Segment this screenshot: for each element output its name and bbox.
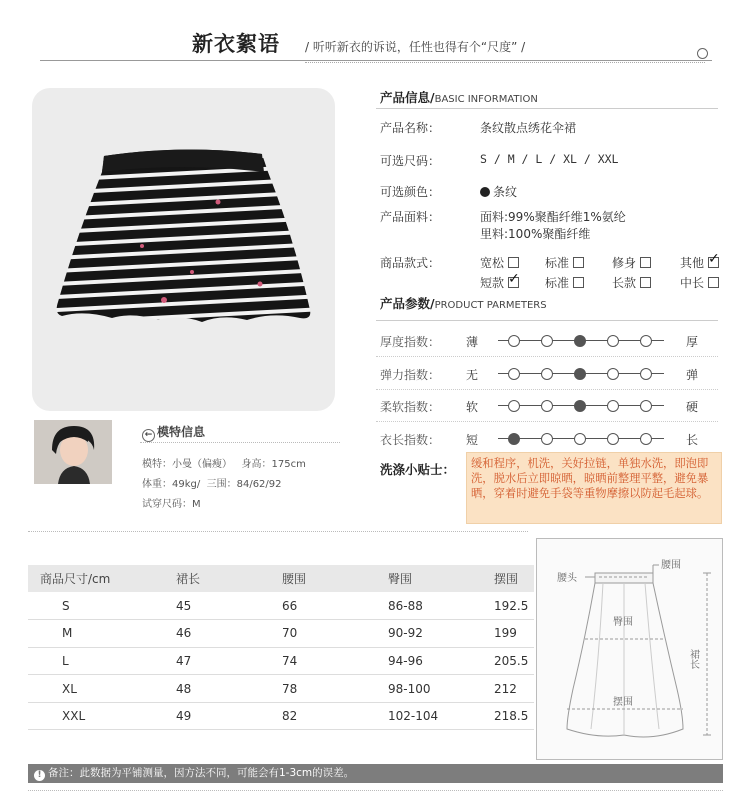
scale-label: 柔软指数： [380, 400, 441, 414]
table-cell: 47 [140, 647, 252, 675]
checked-checkbox-icon [508, 277, 519, 288]
basic-info-title: 产品信息/BASIC INFORMATION [380, 90, 538, 105]
scale-dot [541, 433, 553, 445]
table-cell: 74 [252, 647, 360, 675]
scale-dot [607, 335, 619, 347]
scale-dot-selected [574, 400, 586, 412]
sizes-value: S / M / L / XL / XXL [480, 152, 619, 166]
bottom-divider [28, 790, 723, 791]
model-trial-size-line: 试穿尺码：M [142, 499, 201, 510]
table-cell: 82 [252, 702, 360, 730]
scale-dot-selected [508, 433, 520, 445]
table-cell: 199 [468, 620, 534, 648]
scale-label: 衣长指数： [380, 432, 441, 447]
table-cell: S [28, 592, 140, 620]
header-divider [40, 60, 712, 61]
diagram-length-label: 裙长 [687, 649, 699, 669]
table-cell: 66 [252, 592, 360, 620]
scale-dot [640, 400, 652, 412]
scale-dot [541, 368, 553, 380]
table-cell: 70 [252, 620, 360, 648]
scale-label: 弹力指数： [380, 367, 441, 382]
table-cell: XXL [28, 702, 140, 730]
table-cell: 102-104 [360, 702, 468, 730]
scale-dot-selected [574, 368, 586, 380]
scale-dot [607, 400, 619, 412]
scale-divider [376, 389, 718, 390]
scale-dot [541, 400, 553, 412]
model-photo [34, 420, 112, 484]
style-option [612, 274, 651, 291]
table-cell: XL [28, 675, 140, 703]
sizes-label: 可选尺码： [380, 154, 441, 168]
style-option [480, 274, 519, 291]
scale-divider [376, 356, 718, 357]
basic-info-divider [376, 108, 718, 109]
header-length: 裙长 [140, 565, 252, 592]
model-divider [140, 442, 340, 443]
style-option-label: 短款 [480, 276, 505, 290]
table-cell: 48 [140, 675, 252, 703]
header-size: 商品尺寸/cm [28, 565, 140, 592]
scale-max-label: 硬 [686, 400, 699, 414]
style-option [680, 254, 719, 271]
care-tips-label: 洗涤小贴士： [380, 462, 456, 477]
logo-icon [697, 48, 708, 59]
scale-dot [607, 433, 619, 445]
style-option-label: 中长 [680, 276, 705, 290]
table-row [28, 675, 534, 703]
diagram-waist-label: 腰围 [661, 560, 681, 571]
style-option [612, 254, 651, 271]
table-cell: 192.5 [468, 592, 534, 620]
header-dotted-divider [305, 62, 705, 63]
table-cell: 205.5 [468, 647, 534, 675]
checkbox-icon [573, 277, 584, 288]
scale-max-label: 长 [686, 432, 699, 447]
header-hem: 摆围 [468, 565, 534, 592]
checkbox-icon [640, 277, 651, 288]
checkbox-icon [708, 277, 719, 288]
color-value: 条纹 [480, 183, 517, 200]
scale-dot [508, 368, 520, 380]
table-cell: 90-92 [360, 620, 468, 648]
info-icon: ! [34, 770, 45, 781]
fabric-line-1: 面料:99%聚酯纤维1%氨纶 [480, 210, 626, 224]
table-cell: 94-96 [360, 647, 468, 675]
style-option-label: 其他 [680, 256, 705, 270]
section-separator [28, 531, 528, 532]
size-table [28, 565, 534, 730]
style-option [480, 254, 519, 271]
params-title: 产品参数/PRODUCT PARMETERS [380, 296, 547, 311]
table-cell: 86-88 [360, 592, 468, 620]
footer-note: ! 备注：此数据为平铺测量，因方法不同，可能会有1-3cm的误差。 [28, 764, 723, 783]
scale-min-label: 薄 [466, 335, 479, 349]
table-row [28, 647, 534, 675]
diagram-waist-head-label: 腰头 [557, 573, 577, 584]
scale-min-label: 软 [466, 400, 479, 414]
header-waist: 腰围 [252, 565, 360, 592]
style-option [545, 274, 584, 291]
table-row [28, 620, 534, 648]
table-cell: 49 [140, 702, 252, 730]
table-row [28, 702, 534, 730]
scale-min-label: 无 [466, 367, 479, 382]
scale-track [498, 335, 664, 347]
measurement-diagram [536, 538, 723, 760]
style-label: 商品款式： [380, 256, 441, 270]
scale-dot [574, 433, 586, 445]
scale-dot [640, 335, 652, 347]
scale-max-label: 厚 [686, 335, 699, 349]
table-cell: 78 [252, 675, 360, 703]
scale-dot [508, 335, 520, 347]
model-weight-line: 体重：49kg/ 三围：84/62/92 [142, 479, 282, 490]
checked-checkbox-icon [708, 257, 719, 268]
table-cell: L [28, 647, 140, 675]
fabric-label: 产品面料： [380, 210, 441, 224]
header-hip: 臀围 [360, 565, 468, 592]
scale-track [498, 433, 664, 445]
table-cell: 46 [140, 620, 252, 648]
model-name-line: 模特：小曼（偏瘦） 身高：175cm [142, 459, 306, 470]
fabric-line-2: 里料:100%聚酯纤维 [480, 227, 591, 241]
color-swatch-icon [480, 187, 490, 197]
style-option-label: 标准 [545, 276, 570, 290]
scale-dot [508, 400, 520, 412]
checkbox-icon [573, 257, 584, 268]
style-option-label: 标准 [545, 256, 570, 270]
scale-dot-selected [574, 335, 586, 347]
scale-min-label: 短 [466, 432, 479, 447]
style-option-label: 修身 [612, 256, 637, 270]
table-cell: 218.5 [468, 702, 534, 730]
product-name-label: 产品名称： [380, 121, 441, 135]
table-cell: 212 [468, 675, 534, 703]
checkbox-icon [640, 257, 651, 268]
arrow-left-icon: ← [142, 429, 155, 442]
style-option-label: 宽松 [480, 256, 505, 270]
product-name-value: 条纹散点绣花伞裙 [480, 121, 577, 135]
scale-label: 厚度指数： [380, 335, 441, 349]
scale-track [498, 400, 664, 412]
size-table-header [28, 565, 534, 592]
scale-max-label: 弹 [686, 367, 699, 382]
checkbox-icon [508, 257, 519, 268]
style-option [680, 274, 719, 291]
scale-dot [541, 335, 553, 347]
scale-divider [376, 421, 718, 422]
scale-dot [640, 433, 652, 445]
page-title: 新衣絮语 [192, 31, 280, 56]
table-cell: 45 [140, 592, 252, 620]
diagram-hem-label: 摆围 [613, 697, 633, 708]
diagram-hip-label: 臀围 [613, 617, 633, 628]
care-tips-box: 缓和程序，机洗，关好拉链，单独水洗，即泡即洗，脱水后立即晾晒，晾晒前整理平整，避免暴晒，穿着时避免手袋等重物摩擦以防起毛起球。 [466, 452, 722, 524]
model-section-title: ← 模特信息 [142, 423, 205, 442]
scale-dot [640, 368, 652, 380]
style-option [545, 254, 584, 271]
table-row [28, 592, 534, 620]
style-option-label: 长款 [612, 276, 637, 290]
scale-dot [607, 368, 619, 380]
page-subtitle: / 听听新衣的诉说，任性也得有个“尺度” / [305, 40, 526, 54]
table-cell: M [28, 620, 140, 648]
params-divider [376, 320, 718, 321]
color-label: 可选颜色： [380, 185, 441, 199]
table-cell: 98-100 [360, 675, 468, 703]
striped-skirt-image [32, 88, 335, 411]
scale-track [498, 368, 664, 380]
product-photo [32, 88, 335, 411]
